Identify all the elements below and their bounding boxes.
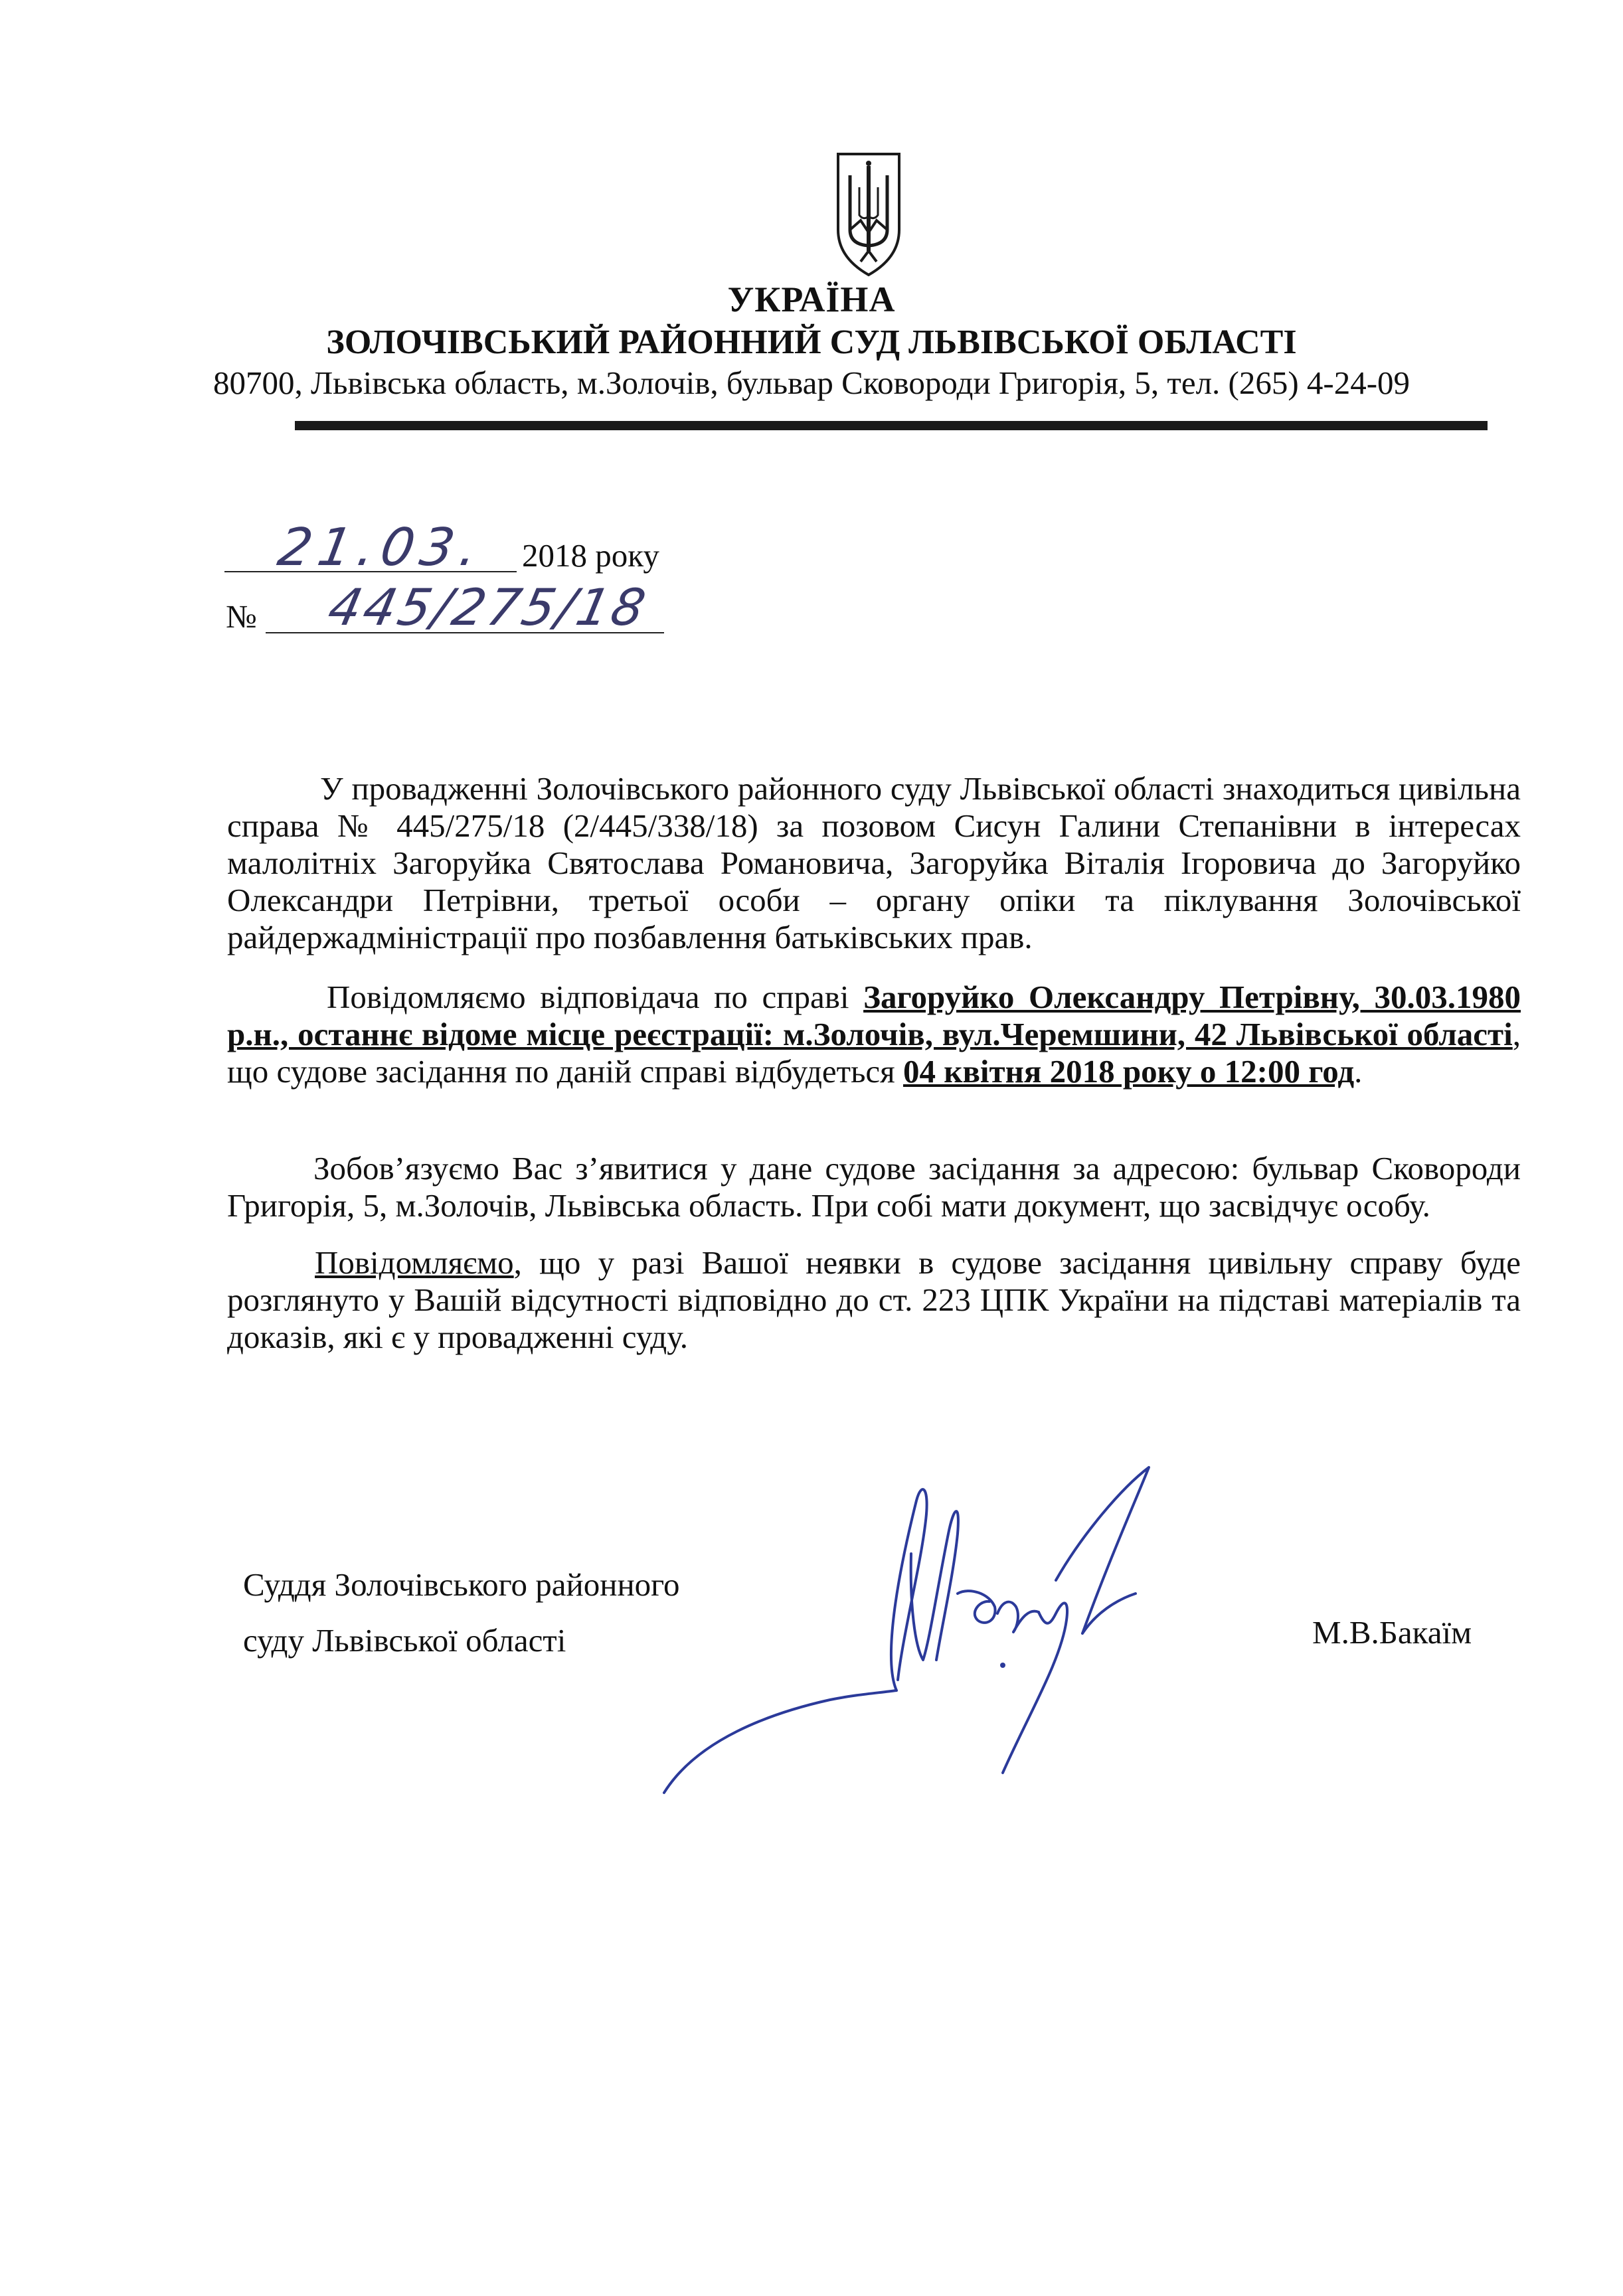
date-year: 2018 року — [522, 537, 659, 574]
judge-title-line2: суду Львівської області — [243, 1622, 566, 1659]
hearing-datetime: 04 квітня 2018 року о 12:00 год — [902, 1053, 1355, 1090]
court-address: 80700, Львівська область, м.Золочів, бульвар Сковороди Григорія, 5, тел. (265) 4-24-09 — [213, 365, 1410, 401]
paragraph-appearance-obligation: Зобов’язуємо Вас з’явитися у дане судове засідання за адресою: бульвар Сковороди Григорія, 5, м.Золочів, Львівська область. При собі мати документ, що засвідчує особу. — [227, 1150, 1521, 1224]
warning-lead: Повідомляємо — [315, 1244, 514, 1281]
judge-title-line1: Суддя Золочівського районного — [243, 1566, 680, 1603]
court-name: ЗОЛОЧІВСЬКИЙ РАЙОННИЙ СУД ЛЬВІВСЬКОЇ ОБЛАСТІ — [326, 323, 1297, 361]
warning-rest: , що у разі Вашої неявки в судове засідання цивільну справу буде розглянуто у Вашій відсутності відповідно до ст. 223 ЦПК України на підставі матеріалів та доказів, які є у провадженні суду. — [227, 1244, 1521, 1355]
date-underline — [224, 571, 517, 572]
judge-signature — [657, 1461, 1162, 1833]
notice-end: . — [1354, 1053, 1363, 1090]
handwritten-case-number: 445/275/18 — [323, 578, 653, 637]
paragraph-absence-warning — [227, 1244, 1521, 1356]
country-title: УКРАЇНА — [727, 280, 896, 319]
number-sign: № — [226, 598, 257, 635]
handwritten-date: 21.03. — [274, 518, 489, 578]
trident-icon — [834, 151, 903, 278]
judge-name: М.В.Бакаїм — [1312, 1614, 1472, 1651]
notice-middle: , що судове засідання по даній справі відбудеться — [227, 1016, 1521, 1090]
number-underline — [266, 632, 664, 633]
paragraph-case-description: У провадженні Золочівського районного суду Львівської області знаходиться цивільна справа № 445/275/18 (2/445/338/18) за позовом Сисун Галини Степанівни в інтересах малолітніх Загоруйка Святослава Романовича, Загоруйка Віталія Ігоровича до Загоруйко Олександри Петрівни, третьої особи – органу опіки та піклування Золочівської райдержадміністрації про позбавлення батьківських прав. — [227, 770, 1521, 955]
header-divider — [295, 421, 1488, 430]
paragraph-hearing-notice — [227, 979, 1521, 1090]
notice-intro: Повідомляємо відповідача по справі — [327, 979, 864, 1015]
respondent-details: Загоруйко Олександру Петрівну, 30.03.1980 р.н., останнє відоме місце реєстрації: м.Золочів, вул.Черемшини, 42 Львівської області — [227, 979, 1521, 1052]
